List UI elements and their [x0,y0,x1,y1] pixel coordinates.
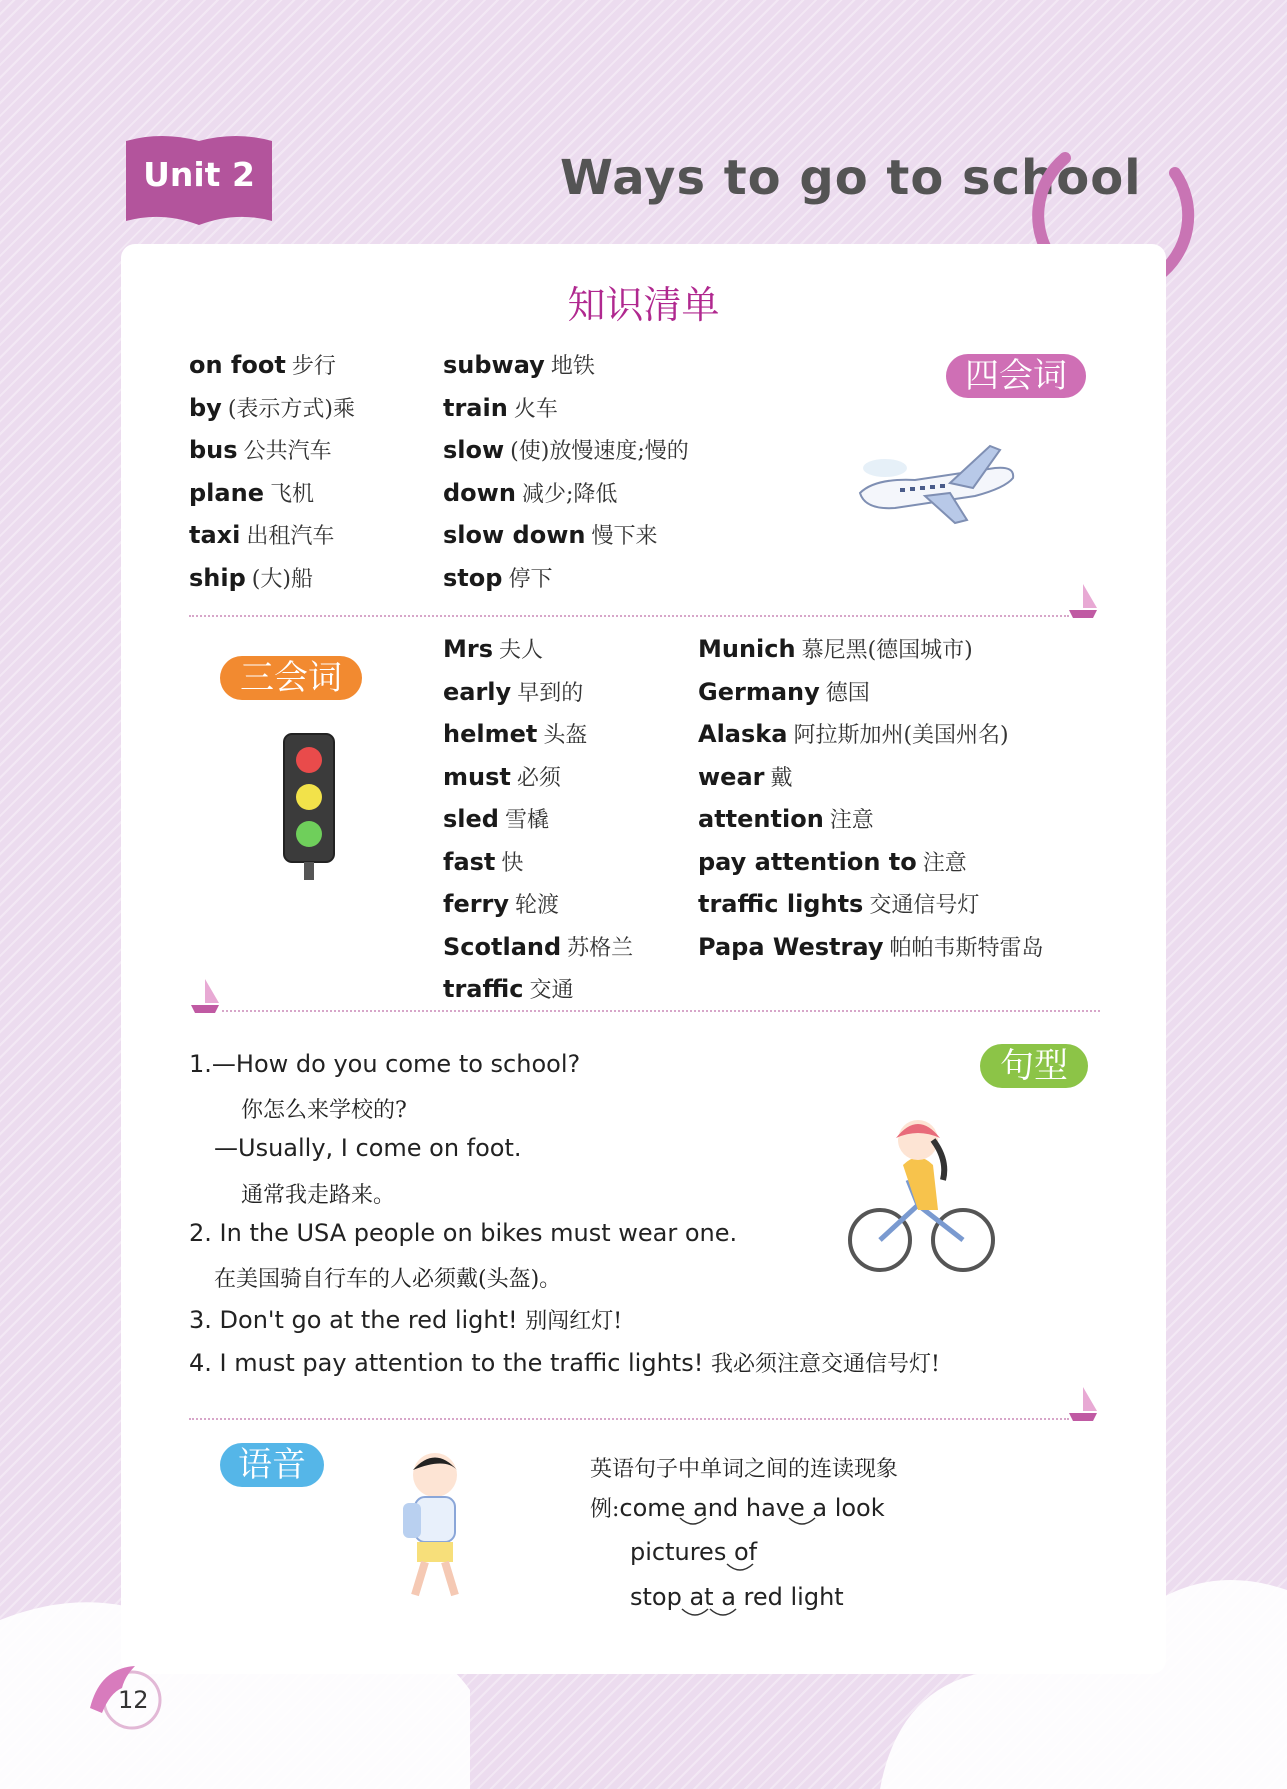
girl-on-bike-icon [848,1110,993,1280]
traffic-light-icon [280,730,340,880]
sentence-1-answer-translation: 通常我走路来。 [241,1183,396,1208]
word-entry: taxi 出租汽车 [189,521,335,549]
sentence-3: 3. Don't go at the red light! 别闯红灯! [189,1306,623,1334]
sentence-4: 4. I must pay attention to the traffic lights! 我必须注意交通信号灯! [189,1349,940,1377]
phonics-example-2: pictures of [630,1538,758,1566]
word-entry: Germany 德国 [698,677,870,706]
sentence-1-question: 1.—How do you come to school? [189,1050,581,1078]
section-divider [189,615,1069,617]
sentence-2: 2. In the USA people on bikes must wear one. [189,1219,738,1247]
word-entry: down 减少;降低 [443,478,618,507]
section-divider [189,1418,1069,1420]
badge-four-skill-words: 四会词 [946,354,1086,398]
word-entry: slow down 慢下来 [443,521,658,549]
word-entry: slow (使)放慢速度;慢的 [443,436,689,464]
four-words-column-2 [443,345,689,600]
word-entry: plane 飞机 [189,478,314,507]
word-entry: stop 停下 [443,563,553,592]
sentence-2-translation: 在美国骑自行车的人必须戴(头盔)。 [214,1267,562,1292]
sailboat-icon [189,977,221,1015]
sailboat-icon [1067,1385,1099,1423]
phonics-example-3: stop at a red light [630,1583,844,1611]
badge-three-skill-words: 三会词 [220,656,362,700]
sentence-1-answer: —Usually, I come on foot. [214,1134,522,1162]
word-entry: Alaska 阿拉斯加州(美国州名) [698,720,1009,748]
section-heading: 知识清单 [567,283,720,327]
word-entry: helmet 头盔 [443,720,588,748]
word-entry: Scotland 苏格兰 [443,932,634,961]
page-number: 12 [118,1686,149,1714]
word-entry: attention 注意 [698,805,874,833]
phonics-intro: 英语句子中单词之间的连读现象 [590,1457,899,1482]
word-entry: ferry 轮渡 [443,890,560,918]
word-entry: bus 公共汽车 [189,436,332,464]
word-entry: wear 戴 [698,762,793,791]
word-entry: fast 快 [443,847,524,876]
airplane-icon [855,438,1020,533]
four-words-column-1 [189,345,355,600]
word-entry: subway 地铁 [443,351,595,379]
word-entry: Mrs 夫人 [443,635,544,663]
word-entry: sled 雪橇 [443,805,549,833]
sentence-1-question-translation: 你怎么来学校的? [241,1098,407,1123]
word-entry: Papa Westray 帕帕韦斯特雷岛 [698,932,1044,961]
word-entry: traffic lights 交通信号灯 [698,890,980,918]
word-entry: by (表示方式)乘 [189,393,355,422]
badge-phonics: 语音 [220,1443,324,1487]
three-words-column-2 [698,629,1043,969]
phonics-example-1: 例:come and have a look [590,1494,885,1522]
badge-sentence-patterns: 句型 [980,1044,1088,1088]
word-entry: early 早到的 [443,677,584,706]
page-title: Ways to go to school [560,150,1142,206]
word-entry: Munich 慕尼黑(德国城市) [698,635,973,663]
word-entry: on foot 步行 [189,351,336,379]
word-entry: must 必须 [443,762,561,791]
word-entry: pay attention to 注意 [698,847,967,876]
word-entry: traffic 交通 [443,975,574,1003]
cloud-decoration [0,1560,1287,1789]
sailboat-icon [1067,582,1099,620]
section-divider [222,1010,1100,1012]
three-words-column-1 [443,629,633,1012]
unit-label: Unit 2 [143,155,255,194]
word-entry: train 火车 [443,393,558,422]
word-entry: ship (大)船 [189,563,313,592]
